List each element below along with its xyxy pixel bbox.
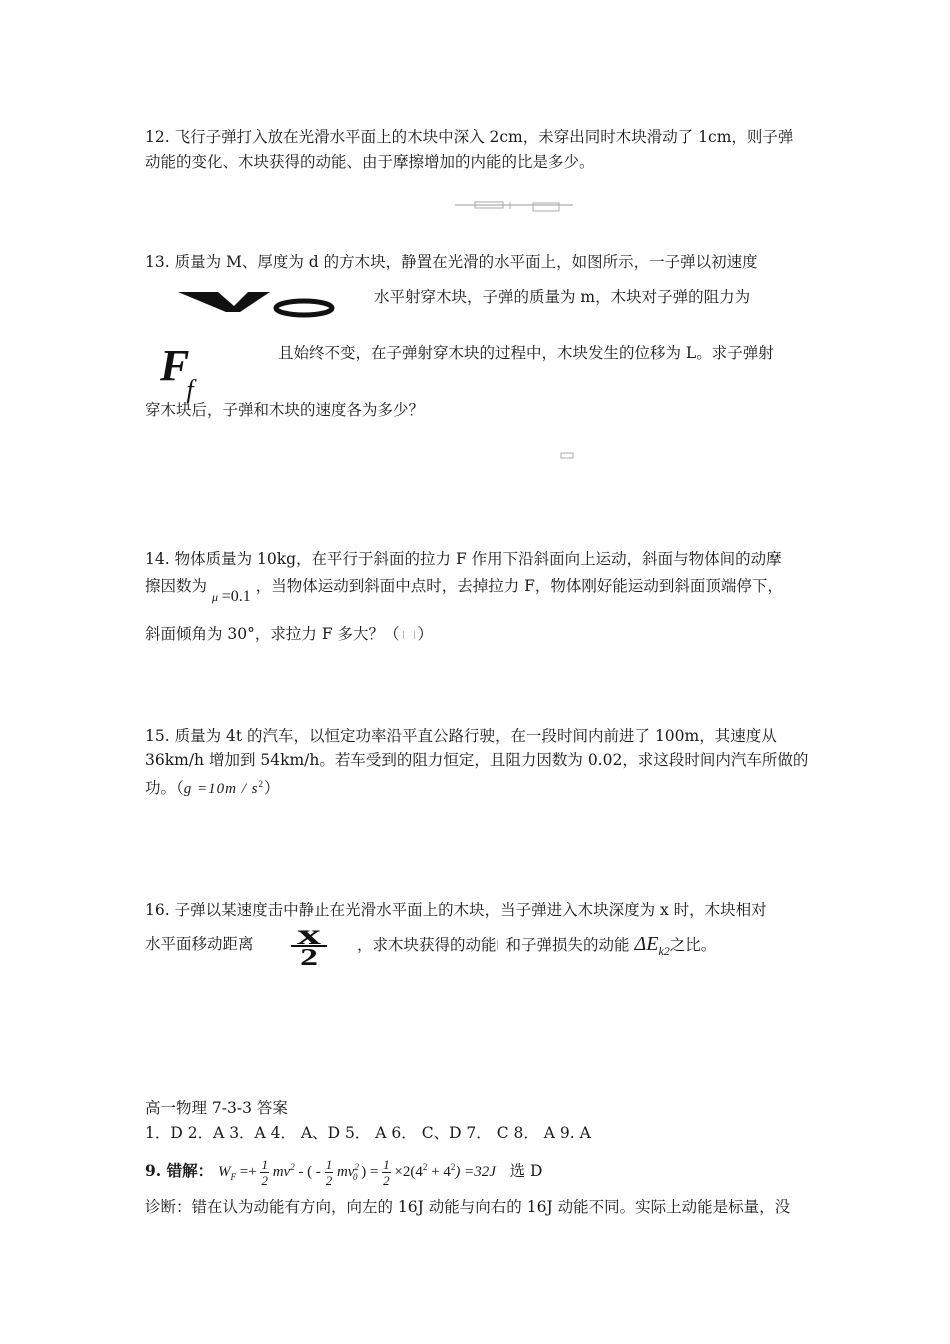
q15-line3-b: ） — [263, 779, 280, 797]
q14-tiny-figure — [403, 631, 415, 639]
q9-frac1-den: 2 — [261, 1173, 268, 1189]
q12-figure — [455, 200, 575, 214]
q9-frac3-den: 2 — [383, 1173, 390, 1189]
mu-value: =0.1 — [221, 588, 251, 605]
q9-tail2-exp: 2 — [450, 1162, 456, 1172]
q9-choice: 选 D — [509, 1162, 543, 1180]
q9-formula — [218, 1157, 500, 1189]
x-over-2-fraction — [287, 918, 331, 971]
ff-sub: f — [186, 374, 191, 404]
q9-result: ) =32J — [455, 1164, 496, 1180]
delta-ek2-main: ΔE — [634, 933, 659, 955]
delta-ek2-sub: k2 — [658, 944, 670, 958]
q9-close-eq: ) = — [361, 1164, 379, 1180]
q12-line2: 动能的变化、木块获得的动能、由于摩擦增加的内能的比是多少。 — [145, 153, 595, 171]
ff-main: F — [160, 341, 187, 390]
q9-frac-3 — [382, 1157, 391, 1188]
x-den: 2 — [300, 945, 318, 971]
q16-line2-d: 之比。 — [669, 936, 717, 954]
q9-wf: W — [218, 1164, 231, 1180]
q9-frac2-den: 2 — [325, 1173, 333, 1189]
q9-mv2: mv — [272, 1164, 291, 1180]
q16-line1: 16. 子弹以某速度击中静止在光滑水平面上的木块，当子弹进入木块深度为 x 时，木块相对 — [145, 901, 767, 919]
q14-line3-a: 斜面倾角为 30°，求拉力 F 多大？（ — [145, 625, 400, 643]
q9-frac-2 — [325, 1157, 334, 1188]
q9-frac3-num: 1 — [383, 1157, 390, 1173]
delta-ek2 — [634, 933, 670, 958]
answers-title: 高一物理 7-3-3 答案 — [145, 1099, 288, 1117]
q14-line2-a: 擦因数为 — [145, 577, 208, 595]
g-formula-text: g =10m / s — [183, 781, 259, 797]
q15-line1: 15. 质量为 4t 的汽车，以恒定功率沿平直公路行驶，在一段时间内前进了 100m，其速度从 — [145, 727, 777, 745]
q9-tail: ×2(4 — [394, 1164, 423, 1180]
q16-line2-a: 水平面移动距离 — [145, 935, 254, 953]
q14-line3 — [145, 624, 433, 644]
ek1-tiny-symbol — [497, 940, 506, 950]
q9-minus-paren: - ( - — [298, 1164, 325, 1180]
ff-symbol — [160, 340, 191, 404]
q13-line4: 穿木块后，子弹和木块的速度各为多少？ — [145, 401, 425, 419]
g-exp: 2 — [258, 779, 264, 789]
q9-v0-sub: 0 — [352, 1172, 358, 1182]
q9-label: 9. 错解： — [145, 1161, 214, 1180]
q9-tail2: + 4 — [427, 1164, 451, 1180]
q9-mv0-exp: 2 — [354, 1162, 359, 1172]
q16-line2-rest — [357, 934, 716, 961]
diagnosis: 诊断：错在认为动能有方向，向左的 16J 动能与向右的 16J 动能不同。实际上动能是标量，没 — [145, 1198, 791, 1216]
q16-line2-c: 和子弹损失的动能 — [505, 936, 630, 954]
q9-tail-exp: 2 — [422, 1162, 428, 1172]
q16-line2-b: ，求木块获得的动能 — [357, 936, 497, 954]
x-num: x — [297, 918, 321, 951]
q15-line3 — [145, 774, 280, 799]
q12-line1: 12. 飞行子弹打入放在光滑水平面上的木块中深入 2cm，未穿出同时木块滑动了 1cm，则子弹 — [145, 128, 794, 146]
q15-line3-a: 功。（ — [145, 779, 184, 797]
q13-line3: 且始终不变，在子弹射穿木块的过程中，木块发生的位移为 L。求子弹射 — [278, 344, 774, 362]
q9-wrong-solution — [145, 1150, 543, 1189]
answers-list: 1．D 2．A 3．A 4． A、D 5． A 6． C、D 7． C 8． A 9. A — [145, 1124, 591, 1142]
q13-figure — [560, 452, 574, 460]
v0-symbol — [178, 290, 338, 318]
q13-line2: 水平射穿木块，子弹的质量为 m，木块对子弹的阻力为 — [374, 288, 751, 306]
q9-frac-1 — [260, 1157, 269, 1188]
mu-symbol: μ — [211, 590, 218, 604]
q9-mv2-exp: 2 — [290, 1162, 295, 1172]
q9-frac1-num: 1 — [261, 1157, 268, 1173]
q9-eq-plus: =+ — [239, 1164, 257, 1180]
q15-line2: 36km/h 增加到 54km/h。若车受到的阻力恒定，且阻力因数为 0.02，求这段时间内汽车所做的 — [145, 751, 809, 769]
q9-frac2-num: 1 — [325, 1157, 333, 1173]
q14-line2-b: ，当物体运动到斜面中点时，去掉拉力 F，物体刚好能运动到斜面顶端停下， — [255, 577, 783, 595]
q13-line1: 13. 质量为 M、厚度为 d 的方木块，静置在光滑的水平面上，如图所示，一子弹以初速度 — [145, 253, 758, 271]
g-formula — [184, 781, 264, 797]
mu-formula — [212, 589, 251, 605]
q9-wf-sub: F — [230, 1172, 237, 1182]
q14-line3-b: ） — [417, 625, 434, 643]
q14-line2 — [145, 576, 783, 605]
q9-mv0: mv — [336, 1164, 355, 1180]
q14-line1: 14. 物体质量为 10kg，在平行于斜面的拉力 F 作用下沿斜面向上运动，斜面与物体间的动摩 — [145, 550, 782, 568]
